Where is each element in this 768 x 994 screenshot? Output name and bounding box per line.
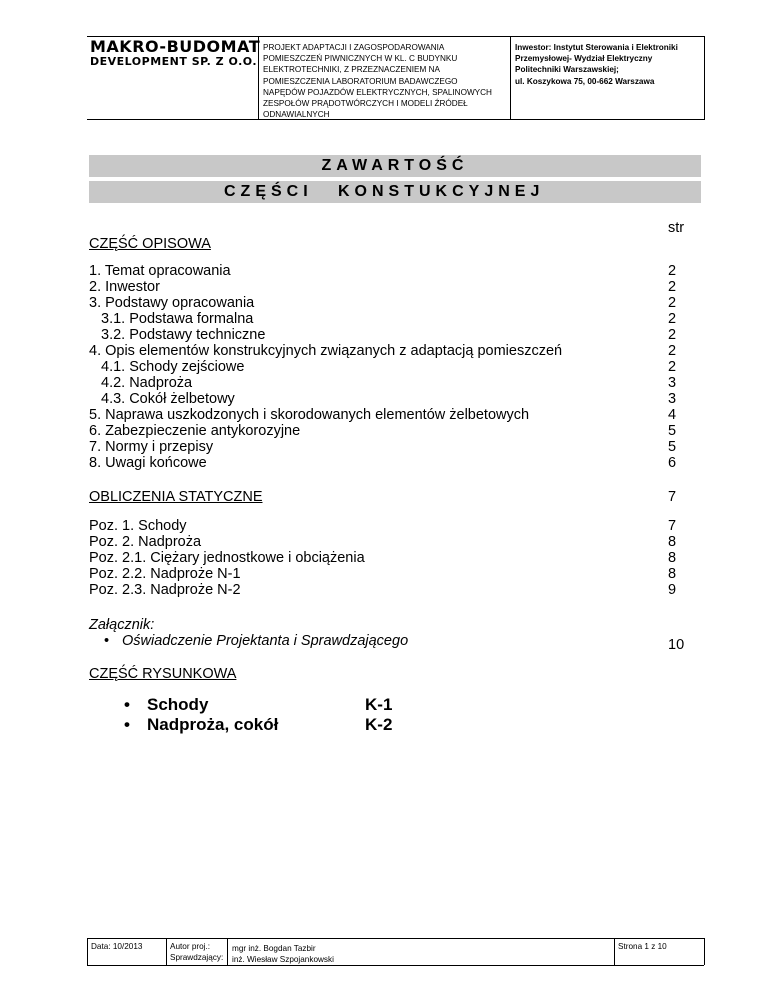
drawing-code: K-1 [365, 695, 393, 714]
bullet-icon: • [124, 715, 130, 734]
toc-page-number: 2 [668, 359, 677, 375]
toc-page-number: 2 [668, 343, 677, 359]
attachment-page: 10 [668, 637, 685, 653]
footer-bottom-rule [87, 965, 704, 966]
toc-item: 4.2. Nadproża [101, 375, 193, 391]
section-static-page: 7 [668, 489, 677, 505]
toc-page-number: 2 [668, 295, 677, 311]
toc-page-number: 6 [668, 455, 677, 471]
toc-page-number: 5 [668, 423, 677, 439]
poz-item: Poz. 2.2. Nadproże N-1 [89, 566, 241, 582]
project-description [263, 42, 513, 120]
toc-item: 7. Normy i przepisy [89, 439, 214, 455]
toc-item: 8. Uwagi końcowe [89, 455, 207, 471]
toc-page-number: 4 [668, 407, 677, 423]
attachment-label: Załącznik: [89, 617, 155, 633]
project-line: PROJEKT ADAPTACJI I ZAGOSPODAROWANIA [263, 43, 445, 52]
toc-item: 3.1. Podstawa formalna [101, 311, 254, 327]
drawing-item: Nadproża, cokół [147, 715, 279, 734]
footer-page-number: Strona 1 z 10 [618, 942, 667, 951]
toc-item: 6. Zabezpieczenie antykorozyjne [89, 423, 301, 439]
footer-top-rule [87, 938, 704, 939]
company-logo-subtitle: DEVELOPMENT SP. Z O.O. [90, 55, 258, 68]
project-line: NAPĘDÓW POJAZDÓW ELEKTRYCZNYCH, SPALINOWYCH [263, 87, 492, 97]
bullet-icon: • [104, 633, 110, 649]
document-subtitle-word2: KONSTUKCYJNEJ [338, 183, 545, 200]
project-line: ELEKTROTECHNIKI, Z PRZEZNACZENIEM NA [263, 65, 440, 75]
poz-item: Poz. 2.3. Nadproże N-2 [89, 582, 241, 598]
toc-item: 4. Opis elementów konstrukcyjnych związanych z adaptacją pomieszczeń [89, 343, 563, 359]
section-heading-static: OBLICZENIA STATYCZNE [89, 489, 263, 505]
bullet-icon: • [124, 695, 130, 714]
poz-page-number: 8 [668, 550, 677, 566]
investor-line: Politechniki Warszawskiej; [515, 65, 619, 75]
company-logo: MAKRO-BUDOMAT [90, 37, 261, 56]
investor-info [515, 42, 705, 87]
toc-page-number: 3 [668, 391, 677, 407]
poz-item: Poz. 2. Nadproża [89, 534, 202, 550]
poz-page-number: 9 [668, 582, 677, 598]
toc-item: 3. Podstawy opracowania [89, 295, 255, 311]
toc-page-number: 5 [668, 439, 677, 455]
section-heading-drawings: CZĘŚĆ RYSUNKOWA [89, 666, 237, 682]
poz-page-number: 8 [668, 534, 677, 550]
toc-item: 1. Temat opracowania [89, 263, 231, 279]
project-line: POMIESZCZENIA LABORATORIUM BADAWCZEGO [263, 76, 458, 86]
toc-item: 4.3. Cokół żelbetowy [101, 391, 235, 407]
footer-author-label: Autor proj.: [170, 942, 211, 951]
document-subtitle-word1: CZĘŚCI [224, 183, 313, 200]
footer-checker-name: inż. Wiesław Szpojankowski [232, 955, 334, 964]
footer-divider [614, 938, 615, 965]
footer-divider [87, 938, 88, 965]
footer-author-name: mgr inż. Bogdan Tazbir [232, 944, 316, 953]
drawing-code: K-2 [365, 715, 393, 734]
toc-page-number: 2 [668, 279, 677, 295]
poz-page-number: 7 [668, 518, 677, 534]
toc-page-number: 3 [668, 375, 677, 391]
footer-divider [227, 938, 228, 965]
drawing-item: Schody [147, 695, 209, 714]
poz-item: Poz. 1. Schody [89, 518, 187, 534]
poz-item: Poz. 2.1. Ciężary jednostkowe i obciążenia [89, 550, 365, 566]
project-line: POMIESZCZEŃ PIWNICZNYCH W KL. C BUDYNKU [263, 54, 458, 64]
toc-page-number: 2 [668, 311, 677, 327]
toc-item: 2. Inwestor [89, 279, 160, 295]
project-line: ZESPOŁÓW PRĄDOTWÓRCZYCH I MODELI ŹRÓDEŁ [263, 99, 468, 109]
toc-item: 5. Naprawa uszkodzonych i skorodowanych elementów żelbetowych [89, 407, 530, 423]
toc-item: 4.1. Schody zejściowe [101, 359, 245, 375]
toc-page-number: 2 [668, 327, 677, 343]
footer-checker-label: Sprawdzający: [170, 953, 224, 962]
project-line: ODNAWIALNYCH [263, 110, 330, 120]
str-column-label: str [668, 220, 685, 236]
footer-date: Data: 10/2013 [91, 942, 143, 951]
toc-item: 3.2. Podstawy techniczne [101, 327, 266, 343]
section-heading-descriptive: CZĘŚĆ OPISOWA [89, 236, 211, 252]
investor-line: Inwestor: Instytut Sterowania i Elektroniki [515, 43, 678, 52]
attachment-item: Oświadczenie Projektanta i Sprawdzającego [122, 633, 409, 649]
toc-page-number: 2 [668, 263, 677, 279]
investor-line: ul. Koszykowa 75, 00-662 Warszawa [515, 76, 655, 86]
investor-line: Przemysłowej- Wydział Elektryczny [515, 54, 653, 64]
document-title: ZAWARTOŚĆ [321, 157, 469, 174]
footer-divider [166, 938, 167, 965]
footer-divider [704, 938, 705, 965]
poz-page-number: 8 [668, 566, 677, 582]
